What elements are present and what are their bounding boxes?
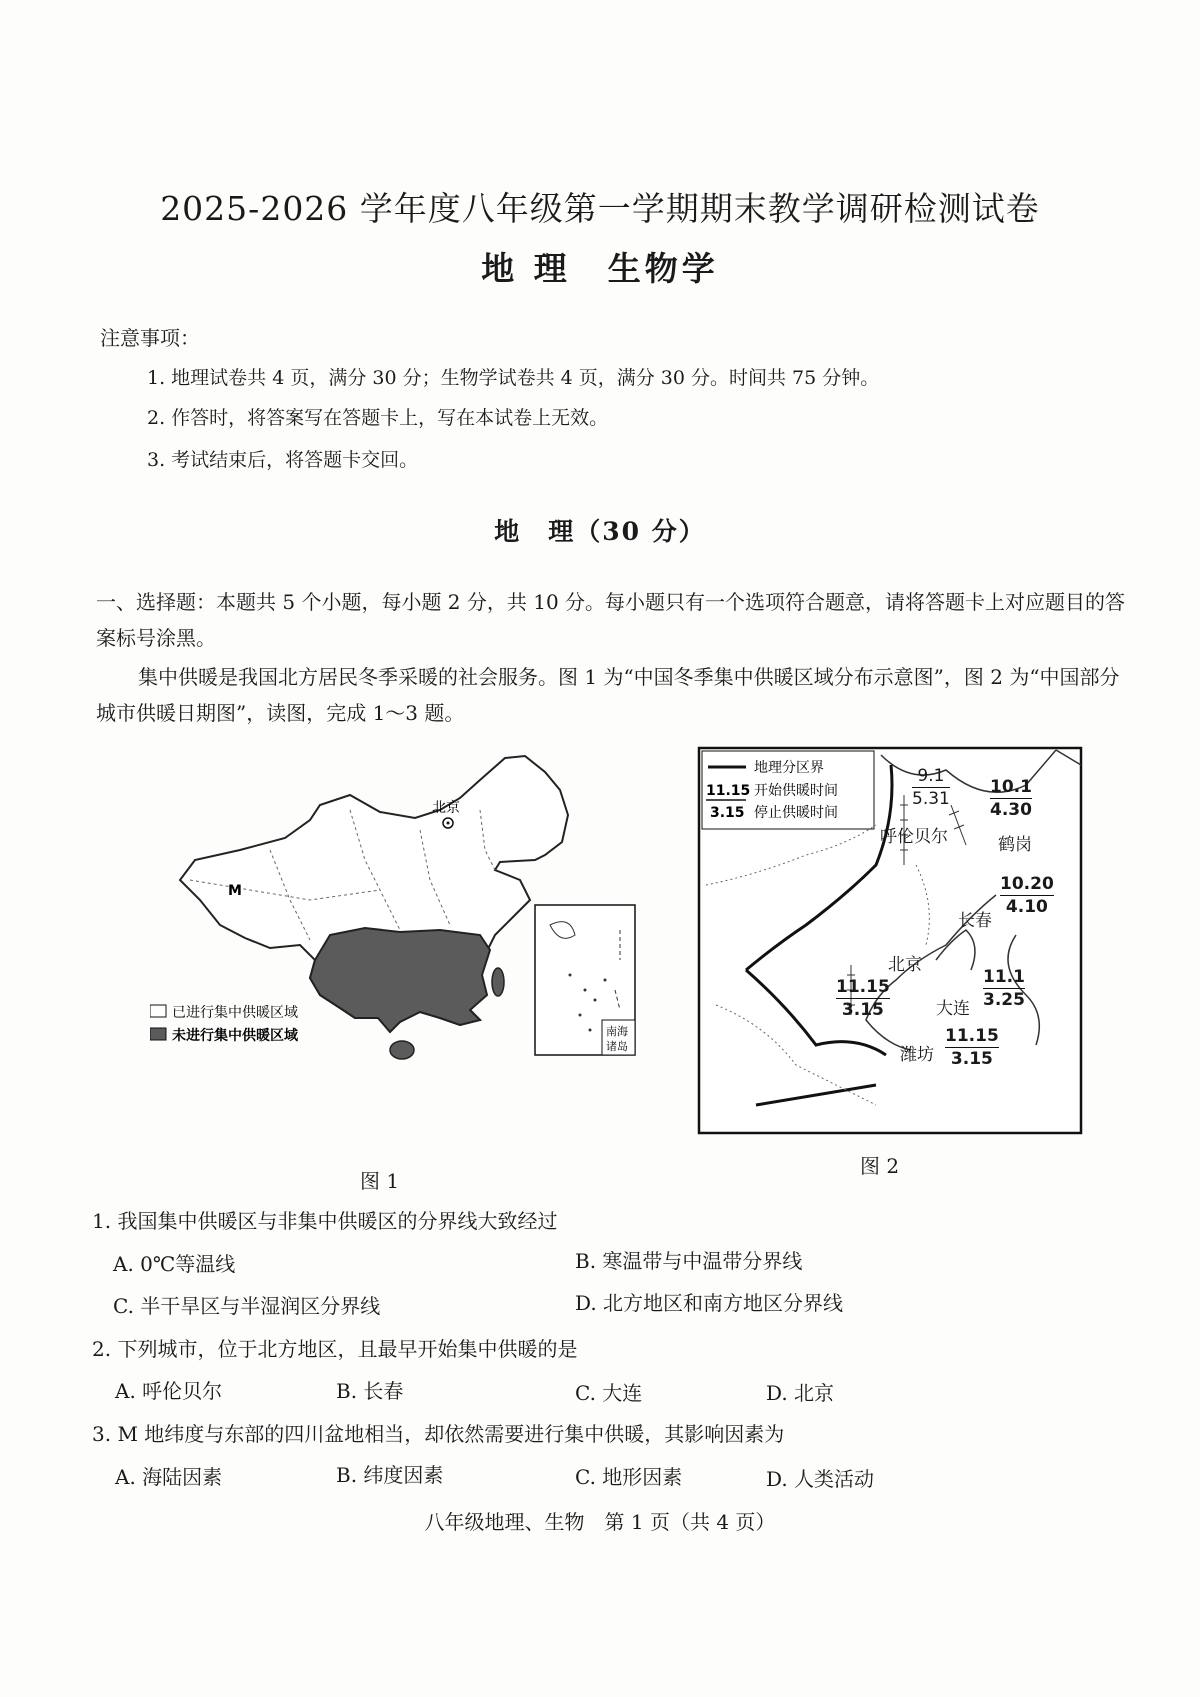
legend-unheated-label: 未进行集中供暖区域 <box>172 1028 298 1044</box>
city-hulunbuir-label: 呼伦贝尔 <box>880 827 948 847</box>
city-changchun-dates <box>1000 873 1054 918</box>
city-stop-date: 4.30 <box>990 800 1032 820</box>
legend-heated-swatch <box>150 1005 166 1017</box>
city-start-date: 11.1 <box>983 967 1025 987</box>
q2-option-b: B. 长春 <box>336 1379 404 1403</box>
city-beijing-dates <box>836 976 890 1021</box>
city-dalian-dates <box>983 966 1025 1011</box>
page-footer: 八年级地理、生物 第 1 页（共 4 页） <box>424 1510 776 1534</box>
city-dalian-label: 大连 <box>936 999 970 1019</box>
hainan-island <box>390 1041 414 1059</box>
question-1-stem: 1. 我国集中供暖区与非集中供暖区的分界线大致经过 <box>92 1209 558 1233</box>
q1-option-b: B. 寒温带与中温带分界线 <box>575 1249 803 1273</box>
figure2-caption: 图 2 <box>860 1154 900 1178</box>
legend-stop-value: 3.15 <box>710 805 745 821</box>
section-instruction: 一、选择题：本题共 5 个小题，每小题 2 分，共 10 分。每小题只有一个选项符合题意，请将答题卡上对应题目的答案标号涂黑。 <box>96 590 1126 650</box>
exam-subject: 地 理 生物学 <box>481 249 719 288</box>
exam-title: 2025-2026 学年度八年级第一学期期末教学调研检测试卷 <box>160 189 1040 228</box>
legend-unheated-swatch <box>150 1028 166 1040</box>
city-start-date: 10.20 <box>1000 874 1054 894</box>
beijing-marker-dot <box>447 822 450 825</box>
q1-option-a: A. 0℃等温线 <box>113 1252 236 1276</box>
q2-option-a: A. 呼伦贝尔 <box>115 1379 223 1403</box>
city-hegang-dates <box>990 776 1032 821</box>
note-item: 1. 地理试卷共 4 页，满分 30 分；生物学试卷共 4 页，满分 30 分。时间共 75 分钟。 <box>147 367 880 389</box>
question-2-stem: 2. 下列城市，位于北方地区，且最早开始集中供暖的是 <box>92 1337 578 1361</box>
city-stop-date: 3.15 <box>841 1000 884 1020</box>
city-stop-date: 5.31 <box>912 789 950 809</box>
legend-heated-label: 已进行集中供暖区域 <box>172 1005 298 1021</box>
legend-stop-label: 停止供暖时间 <box>754 805 838 821</box>
legend-start-label: 开始供暖时间 <box>754 783 838 799</box>
q2-option-c: C. 大连 <box>575 1381 643 1405</box>
inset-label-line2: 诸岛 <box>606 1040 628 1053</box>
question-3-stem: 3. M 地纬度与东部的四川盆地相当，却依然需要进行集中供暖，其影响因素为 <box>92 1422 785 1446</box>
city-stop-date: 4.10 <box>1005 897 1048 917</box>
q3-option-d: D. 人类活动 <box>766 1467 875 1491</box>
notes-heading: 注意事项： <box>100 326 200 350</box>
city-stop-date: 3.15 <box>950 1049 993 1069</box>
city-start-date: 11.15 <box>836 977 890 997</box>
city-hegang-label: 鹤岗 <box>998 835 1032 855</box>
beijing-label: 北京 <box>432 800 460 816</box>
inset-label-line1: 南海 <box>606 1025 628 1038</box>
question-intro: 集中供暖是我国北方居民冬季采暖的社会服务。图 1 为“中国冬季集中供暖区域分布示意图”，图 2 为“中国部分城市供暖日期图”，读图，完成 1～3 题。 <box>96 665 1120 725</box>
city-weifang-dates <box>945 1025 999 1070</box>
city-stop-date: 3.25 <box>983 990 1025 1010</box>
city-start-date: 10.1 <box>990 777 1032 797</box>
q3-option-b: B. 纬度因素 <box>336 1463 444 1487</box>
city-hulunbuir-dates <box>912 765 950 810</box>
m-label: M <box>228 883 242 899</box>
note-item: 2. 作答时，将答案写在答题卡上，写在本试卷上无效。 <box>147 407 609 429</box>
q1-option-d: D. 北方地区和南方地区分界线 <box>575 1291 844 1315</box>
q1-option-c: C. 半干旱区与半湿润区分界线 <box>113 1294 381 1318</box>
q2-option-d: D. 北京 <box>766 1381 835 1405</box>
unheated-region <box>310 928 490 1032</box>
note-item: 3. 考试结束后，将答题卡交回。 <box>147 449 419 471</box>
figure1-map <box>150 750 690 1120</box>
legend-boundary-label: 地理分区界 <box>754 760 824 776</box>
city-beijing-label: 北京 <box>888 955 922 975</box>
q3-option-a: A. 海陆因素 <box>115 1465 223 1489</box>
city-weifang-label: 潍坊 <box>900 1045 934 1065</box>
taiwan-island <box>492 968 504 996</box>
legend-start-value: 11.15 <box>706 783 751 799</box>
section-title: 地 理（30 分） <box>494 517 706 546</box>
city-start-date: 11.15 <box>945 1026 999 1046</box>
city-changchun-label: 长春 <box>958 911 992 931</box>
q3-option-c: C. 地形因素 <box>575 1465 683 1489</box>
city-start-date: 9.1 <box>912 765 950 788</box>
figure1-caption: 图 1 <box>360 1169 400 1193</box>
